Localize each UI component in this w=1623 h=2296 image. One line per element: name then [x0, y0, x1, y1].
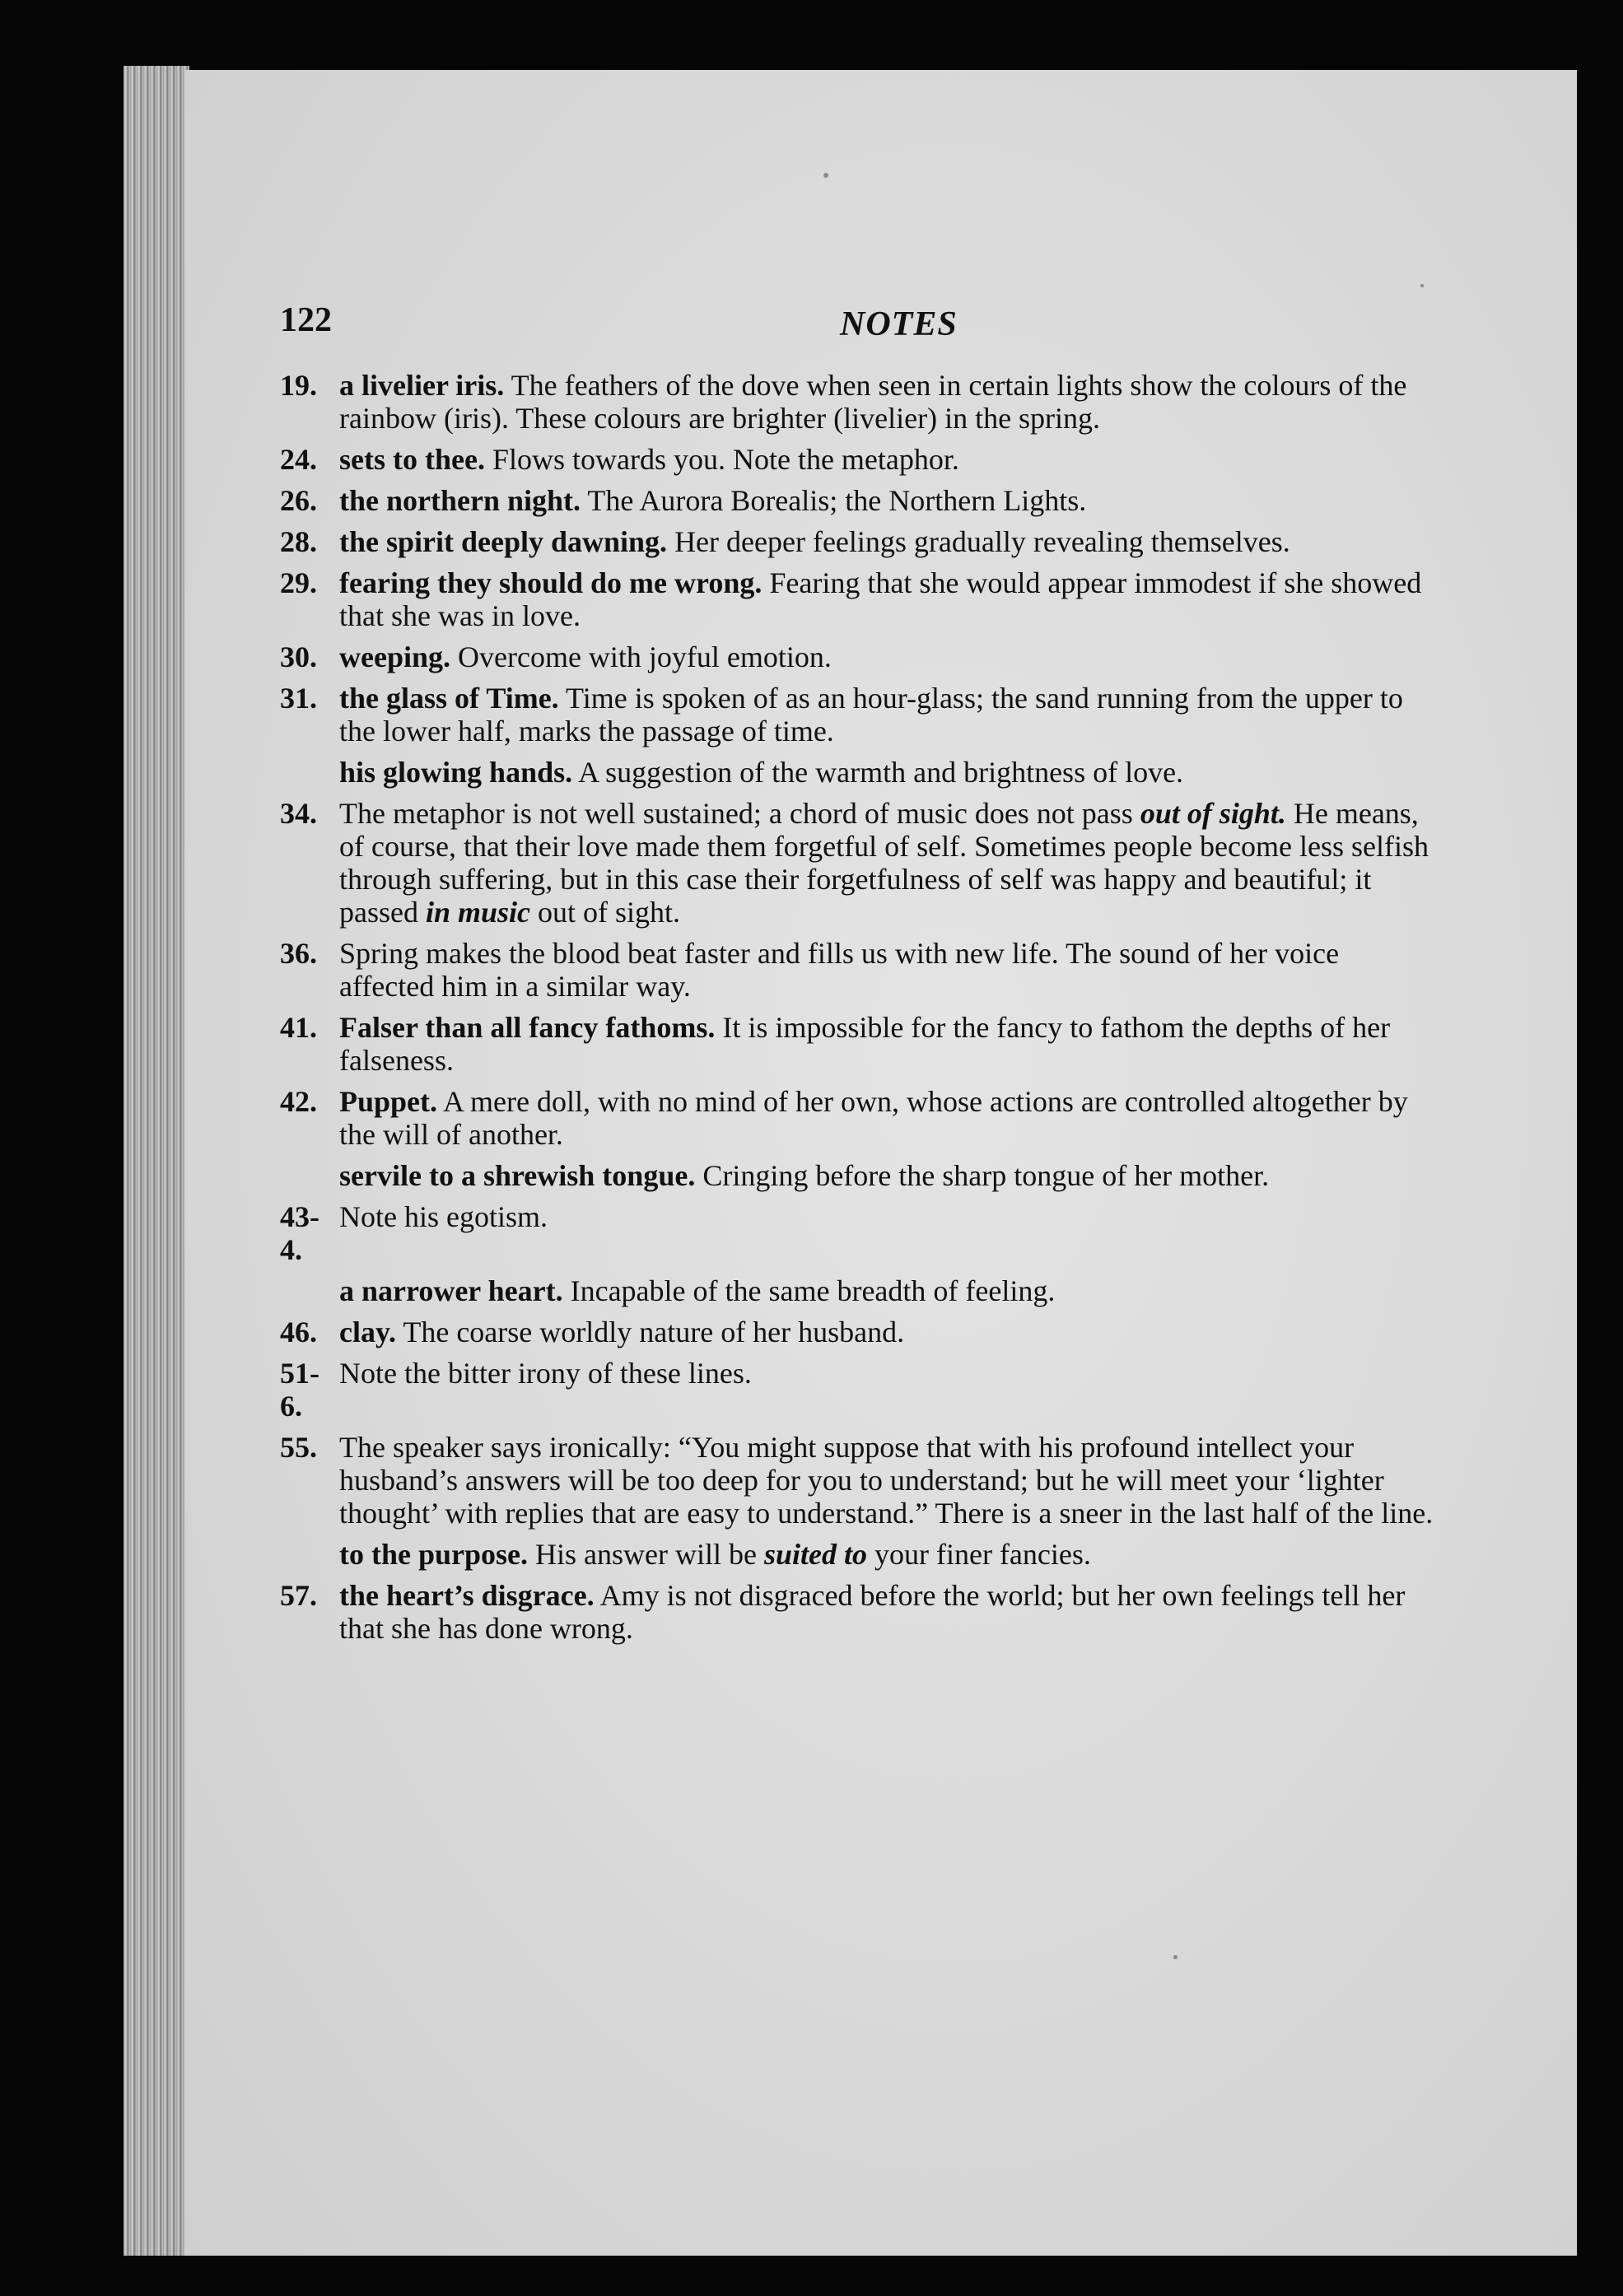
note-term: Puppet. — [339, 1085, 438, 1118]
note-term: clay. — [339, 1316, 396, 1348]
note-body: Note his egotism. — [339, 1200, 548, 1233]
note-text: The metaphor is not well sustained; a chord of music does not pass — [339, 797, 1140, 830]
sub-note-43 — [339, 1274, 1441, 1307]
note-term: a livelier iris. — [339, 369, 505, 402]
speck — [1420, 284, 1424, 287]
note-41 — [280, 1011, 1441, 1077]
note-31 — [280, 682, 1441, 747]
note-text: The feathers of the dove when seen in certain lights show the colours of the rainbow (iris). These colours are brighter (livelier) in the spring. — [339, 369, 1407, 435]
note-body — [339, 640, 1441, 673]
note-42 — [280, 1085, 1441, 1151]
note-number: 36. — [280, 937, 317, 970]
note-number: 31. — [280, 682, 317, 715]
speck — [823, 173, 828, 178]
note-body — [339, 484, 1441, 517]
note-body — [339, 682, 1441, 747]
note-text: Overcome with joyful emotion. — [450, 640, 832, 673]
note-term: the heart’s disgrace. — [339, 1579, 595, 1612]
note-body: Spring makes the blood beat faster and fills us with new life. The sound of her voice affected him in a similar way. — [339, 937, 1340, 1003]
note-24 — [280, 443, 1441, 476]
note-text: Her deeper feelings gradually revealing themselves. — [667, 525, 1290, 558]
note-body — [339, 443, 1441, 476]
speck — [1173, 1955, 1178, 1959]
page-number: 122 — [280, 301, 332, 339]
running-title: NOTES — [840, 305, 958, 343]
note-term: sets to thee. — [339, 443, 485, 476]
note-19 — [280, 369, 1441, 435]
note-body — [339, 1579, 1441, 1645]
note-body — [339, 369, 1441, 435]
note-51-6 — [280, 1357, 1441, 1423]
note-emphasis: suited to — [763, 1538, 867, 1571]
note-term: servile to a shrewish tongue. — [339, 1159, 696, 1192]
note-text: Amy is not disgraced before the world; but her own feelings tell her that she has done wrong. — [339, 1579, 1406, 1645]
note-28 — [280, 525, 1441, 558]
note-text: your finer fancies. — [866, 1538, 1091, 1571]
note-34 — [280, 797, 1441, 929]
note-body — [339, 1011, 1441, 1077]
note-text: His answer will be — [528, 1538, 764, 1571]
note-number: 19. — [280, 369, 317, 402]
page-edge-stack — [124, 66, 189, 2256]
note-term: Falser than all fancy fathoms. — [339, 1011, 716, 1044]
note-number: 41. — [280, 1011, 317, 1044]
notes-list — [280, 369, 1441, 1653]
note-text: Incapable of the same breadth of feeling. — [562, 1274, 1056, 1307]
note-term: to the purpose. — [339, 1538, 529, 1571]
note-36 — [280, 937, 1441, 1003]
note-body — [339, 797, 1441, 929]
note-body — [339, 1085, 1441, 1151]
note-46 — [280, 1316, 1441, 1348]
note-text: Fearing that she would appear immodest if she showed that she was in love. — [339, 566, 1422, 632]
note-term: the spirit deeply dawning. — [339, 525, 668, 558]
note-text: He means, of course, that their love made them forgetful of self. Sometimes people become less selfish through suffering, but in this case their forgetfulness of self was happy and beautiful; it passed — [339, 797, 1429, 929]
note-number: 26. — [280, 484, 317, 517]
note-number: 42. — [280, 1085, 317, 1118]
note-text: The Aurora Borealis; the Northern Lights. — [581, 484, 1087, 517]
note-term: fearing they should do me wrong. — [339, 566, 763, 599]
note-text: The coarse worldly nature of her husband. — [396, 1316, 905, 1348]
note-29 — [280, 566, 1441, 632]
note-number: 51-6. — [280, 1357, 319, 1423]
note-term: the glass of Time. — [339, 682, 559, 715]
note-text: A mere doll, with no mind of her own, whose actions are controlled altogether by the will of another. — [339, 1085, 1408, 1151]
note-term: the northern night. — [339, 484, 581, 517]
note-text: out of sight. — [530, 896, 681, 929]
note-emphasis: out of sight. — [1140, 797, 1286, 830]
note-text: Flows towards you. Note the metaphor. — [484, 443, 959, 476]
note-body — [339, 566, 1441, 632]
note-text: A suggestion of the warmth and brightness of love. — [572, 756, 1184, 789]
note-term: weeping. — [339, 640, 450, 673]
note-emphasis: in music — [425, 896, 531, 929]
note-text: Cringing before the sharp tongue of her mother. — [695, 1159, 1270, 1192]
note-body — [339, 1316, 1441, 1348]
note-26 — [280, 484, 1441, 517]
note-text: Time is spoken of as an hour-glass; the sand running from the upper to the lower half, marks the passage of time. — [339, 682, 1403, 747]
note-57 — [280, 1579, 1441, 1645]
note-30 — [280, 640, 1441, 673]
note-43-4 — [280, 1200, 1441, 1266]
note-number: 55. — [280, 1431, 317, 1464]
note-body: Note the bitter irony of these lines. — [339, 1357, 752, 1390]
note-number: 57. — [280, 1579, 317, 1612]
page-header — [280, 300, 1425, 358]
note-55 — [280, 1431, 1441, 1530]
sub-note-31 — [339, 756, 1441, 789]
note-number: 28. — [280, 525, 317, 558]
note-number: 24. — [280, 443, 317, 476]
note-number: 43-4. — [280, 1200, 319, 1266]
note-number: 34. — [280, 797, 317, 830]
note-number: 46. — [280, 1316, 317, 1348]
note-body — [339, 525, 1441, 558]
sub-note-42 — [339, 1159, 1441, 1192]
note-body: The speaker says ironically: “You might suppose that with his profound intellect your husband’s answers will be too deep for you to understand; but he will meet your ‘lighter thought’ with replies that are easy to understand.” There is a sneer in the last half of the line. — [339, 1431, 1434, 1530]
sub-note-55 — [339, 1538, 1441, 1571]
note-term: a narrower heart. — [339, 1274, 563, 1307]
note-term: his glowing hands. — [339, 756, 573, 789]
note-number: 29. — [280, 566, 317, 599]
note-number: 30. — [280, 640, 317, 673]
note-text: It is impossible for the fancy to fathom the depths of her falseness. — [339, 1011, 1391, 1077]
